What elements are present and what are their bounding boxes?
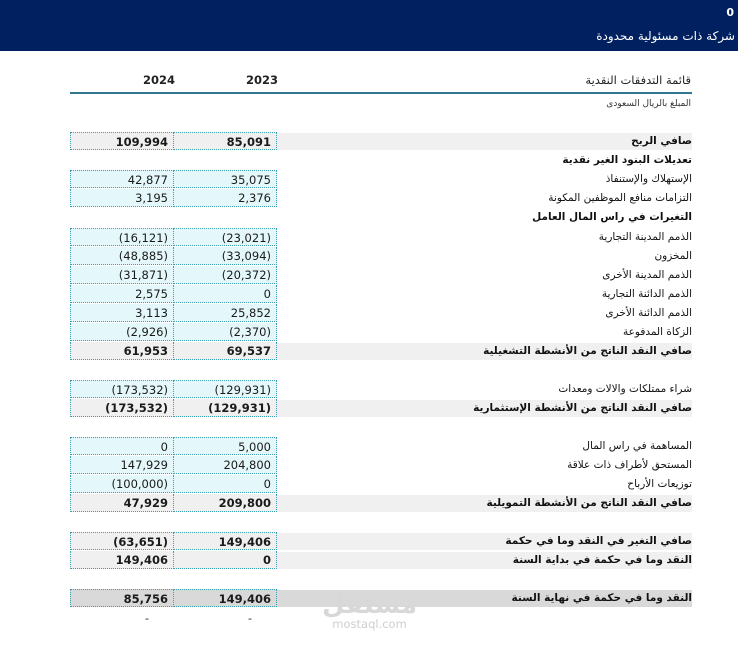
cell-2023[interactable]: 209,800 [173,494,277,512]
row-label: الذمم المدينة الأخرى [602,269,692,281]
table-row [70,285,692,303]
cell-2023[interactable]: 85,091 [173,132,277,150]
currency-note: المبلغ بالريال السعودى [606,99,691,109]
table-row-net-profit [70,132,692,150]
table-row-opening-cash [70,551,692,569]
table-row [70,475,692,493]
table-row [70,380,692,398]
table-row-investing-total [70,399,692,417]
cell-2024[interactable]: (173,532) [70,380,174,398]
table-row [70,189,692,207]
section-heading-noncash-adjustments [70,151,692,169]
table-row [70,323,692,341]
column-header-2024: 2024 [143,73,176,87]
cell-2024[interactable]: (48,885) [70,247,174,265]
cell-2024[interactable]: 61,953 [70,342,174,360]
row-label: توزيعات الأرباح [627,478,692,490]
cell-2023[interactable]: (33,094) [173,247,277,265]
table-row [70,304,692,322]
cell-2023[interactable]: 0 [173,285,277,303]
row-label: الإستهلاك والإستنفاذ [605,173,692,185]
cell-2023[interactable]: 149,406 [173,532,277,550]
check-value-2023: - [248,612,252,625]
table-row [70,437,692,455]
table-row [70,456,692,474]
watermark-arabic: مستقل [322,590,418,620]
company-header-banner [0,0,738,51]
cell-2023[interactable]: 25,852 [173,304,277,322]
cell-2023[interactable]: 69,537 [173,342,277,360]
row-label: صافي التغير في النقد وما في حكمة [505,535,692,547]
cell-2024[interactable]: (173,532) [70,399,174,417]
cell-2023[interactable]: (129,931) [173,380,277,398]
table-row-closing-cash [70,589,692,607]
cell-2024[interactable]: 3,113 [70,304,174,322]
header-divider [70,92,692,94]
row-label: شراء ممتلكات والالات ومعدات [558,383,692,395]
company-name: شركة ذات مسئولية محدودة [596,29,735,43]
cell-2023[interactable]: 149,406 [173,589,277,607]
row-label: المخزون [654,250,692,262]
row-label: صافي النقد الناتج من الأنشطة التشغيلية [483,345,692,357]
cell-2024[interactable]: 3,195 [70,189,174,207]
cell-2024[interactable]: 2,575 [70,285,174,303]
row-label: النقد وما في حكمة في بداية السنة [512,554,692,566]
table-row [70,170,692,188]
row-label: المستحق لأطراف ذات علاقة [567,459,692,471]
cell-2023[interactable]: (2,370) [173,323,277,341]
table-row [70,266,692,284]
row-label: صافي النقد الناتج من الأنشطة التمويلية [486,497,692,509]
row-label: صافي النقد الناتج من الأنشطة الإستثمارية [473,402,692,414]
row-label: تعديلات البنود الغير نقدية [562,154,692,166]
row-label: التغيرات في راس المال العامل [532,211,692,223]
row-label: الذمم الدائنة التجارية [601,288,692,300]
cell-2024[interactable]: (100,000) [70,475,174,493]
cell-2024[interactable]: (2,926) [70,323,174,341]
cell-2024[interactable]: 47,929 [70,494,174,512]
cell-2024[interactable]: (63,651) [70,532,174,550]
cell-2023[interactable]: 35,075 [173,170,277,188]
cell-2024[interactable]: 149,406 [70,551,174,569]
row-label: الزكاة المدفوعة [623,326,692,338]
table-row [70,247,692,265]
cell-2023[interactable]: (20,372) [173,266,277,284]
statement-title: قائمة التدفقات النقدية [585,73,691,87]
cell-2024[interactable]: 85,756 [70,589,174,607]
cell-2023[interactable]: 2,376 [173,189,277,207]
cell-2024[interactable]: (16,121) [70,228,174,246]
cell-2023[interactable]: (23,021) [173,228,277,246]
check-value-2024: - [145,612,149,625]
table-row-operating-total [70,342,692,360]
row-label: المساهمة في راس المال [582,440,692,452]
row-label: الذمم الدائنة الأخرى [605,307,692,319]
row-label: التزامات منافع الموظفين المكونة [548,192,692,204]
cell-2024[interactable]: (31,871) [70,266,174,284]
cell-2023[interactable]: 0 [173,475,277,493]
cell-2024[interactable]: 147,929 [70,456,174,474]
header-number: 0 [726,6,734,19]
row-label: النقد وما في حكمة في نهاية السنة [511,592,692,604]
cell-2024[interactable]: 109,994 [70,132,174,150]
cell-2024[interactable]: 0 [70,437,174,455]
cell-2023[interactable]: 204,800 [173,456,277,474]
column-header-2023: 2023 [246,73,279,87]
row-label: الذمم المدينة التجارية [598,231,692,243]
table-row-net-change [70,532,692,550]
watermark-latin: mostaql.com [332,617,407,631]
row-label: صافي الربح [631,135,692,147]
table-row [70,228,692,246]
cell-2023[interactable]: (129,931) [173,399,277,417]
cell-2023[interactable]: 5,000 [173,437,277,455]
cell-2023[interactable]: 0 [173,551,277,569]
table-row-financing-total [70,494,692,512]
cell-2024[interactable]: 42,877 [70,170,174,188]
section-heading-working-capital [70,208,692,226]
